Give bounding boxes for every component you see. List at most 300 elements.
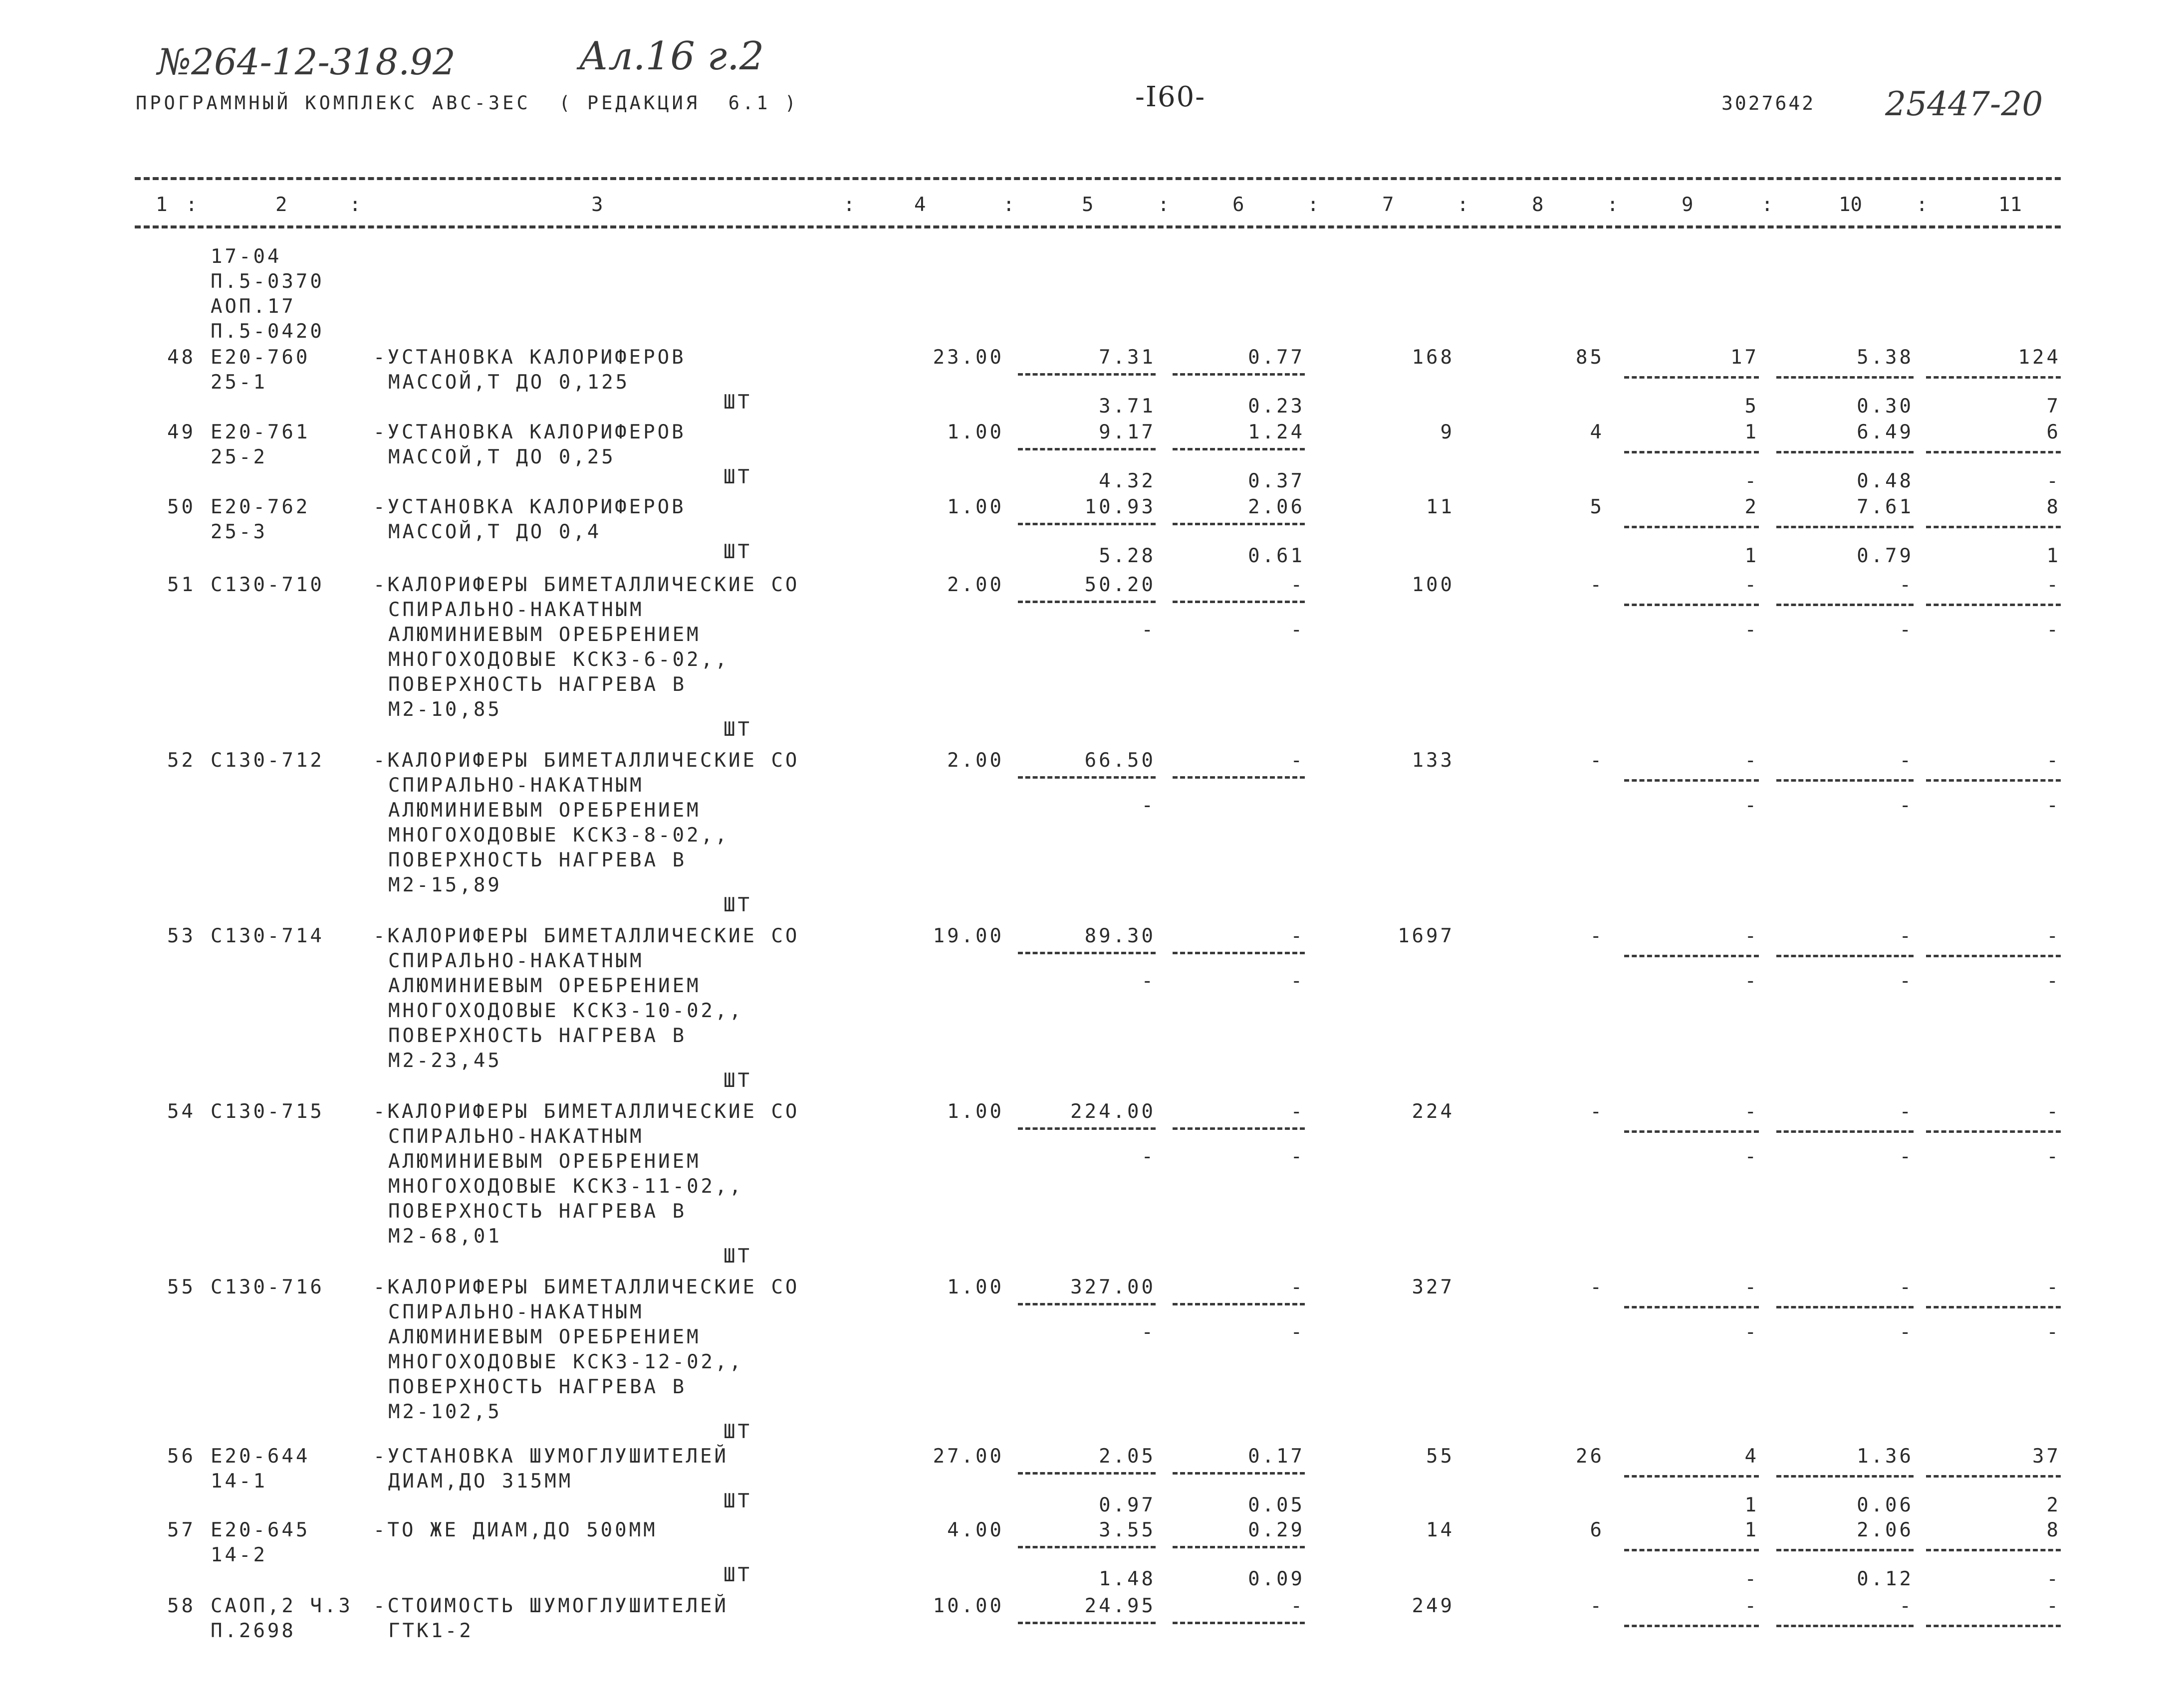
value-c8: 26 — [1576, 1445, 1604, 1468]
value-lower-c10: 0.06 — [1857, 1494, 1914, 1516]
value-lower-c10: 0.79 — [1857, 545, 1914, 567]
value-c4: 19.00 — [933, 925, 1004, 947]
row-unit: ШТ — [724, 1564, 752, 1586]
value-c4: 1.00 — [947, 1100, 1004, 1123]
row-description-line: -КАЛОРИФЕРЫ БИМЕТАЛЛИЧЕСКИЕ СО — [373, 925, 800, 947]
column-separator: : — [1158, 194, 1170, 216]
row-unit: ШТ — [724, 541, 752, 563]
value-c7: 100 — [1412, 574, 1454, 596]
value-c8: 5 — [1590, 496, 1604, 518]
fraction-rule — [1624, 526, 1759, 528]
value-lower-c5: 3.71 — [1099, 395, 1156, 418]
value-c9: - — [1744, 1595, 1759, 1617]
value-c10: 5.38 — [1857, 346, 1914, 369]
value-lower-c9: - — [1744, 970, 1759, 992]
row-unit: ШТ — [724, 1490, 752, 1512]
value-c5: 327.00 — [1070, 1276, 1156, 1298]
column-number: 1 — [156, 194, 168, 216]
fraction-rule — [1173, 448, 1305, 450]
value-lower-c6: 0.37 — [1248, 470, 1305, 492]
fraction-rule — [1018, 1127, 1156, 1130]
row-number: 56 — [167, 1445, 196, 1468]
value-c8: - — [1590, 1595, 1604, 1617]
fraction-rule — [1776, 1130, 1914, 1133]
row-code: Е20-761 — [211, 421, 310, 443]
column-number: 11 — [1998, 194, 2022, 216]
value-lower-c9: - — [1744, 619, 1759, 641]
continuation-line: П.5-0370 — [211, 270, 324, 293]
value-c9: 1 — [1744, 421, 1759, 443]
table-header-rule — [135, 225, 2061, 228]
row-description-line: МНОГОХОДОВЫЕ КСК3-8-02,, — [388, 824, 729, 847]
value-c4: 2.00 — [947, 574, 1004, 596]
row-description-line: МНОГОХОДОВЫЕ КСК3-10-02,, — [388, 1000, 743, 1022]
value-c11: 6 — [2046, 421, 2061, 443]
fraction-rule — [1776, 1549, 1914, 1551]
fraction-rule — [1173, 1472, 1305, 1475]
row-unit: ШТ — [724, 718, 752, 741]
column-separator: : — [1457, 194, 1469, 216]
row-description-line: ПОВЕРХНОСТЬ НАГРЕВА В — [388, 849, 687, 871]
value-lower-c10: - — [1899, 1145, 1914, 1168]
fraction-rule — [1018, 373, 1156, 376]
value-c5: 66.50 — [1084, 749, 1156, 772]
row-description-line: М2-102,5 — [388, 1401, 502, 1423]
fraction-rule — [1926, 376, 2061, 379]
fraction-rule — [1173, 1127, 1305, 1130]
handwritten-registration: №264-12-318.92 — [157, 41, 456, 83]
fraction-rule — [1624, 1549, 1759, 1551]
row-code: 14-2 — [211, 1544, 267, 1566]
row-description-line: ПОВЕРХНОСТЬ НАГРЕВА В — [388, 673, 687, 696]
value-c6: 1.24 — [1248, 421, 1305, 443]
value-lower-c11: - — [2046, 1568, 2061, 1590]
value-lower-c5: 5.28 — [1099, 545, 1156, 567]
fraction-rule — [1173, 601, 1305, 603]
row-number: 49 — [167, 421, 196, 443]
row-description-line: МНОГОХОДОВЫЕ КСК3-6-02,, — [388, 648, 729, 671]
value-lower-c6: - — [1290, 1145, 1305, 1168]
column-separator: : — [1916, 194, 1928, 216]
value-c7: 11 — [1426, 496, 1454, 518]
column-number: 4 — [914, 194, 926, 216]
value-c9: - — [1744, 574, 1759, 596]
row-description-line: -УСТАНОВКА ШУМОГЛУШИТЕЛЕЙ — [373, 1445, 728, 1468]
value-c11: - — [2046, 1595, 2061, 1617]
value-lower-c9: - — [1744, 470, 1759, 492]
value-c5: 224.00 — [1070, 1100, 1156, 1123]
row-description-line: -КАЛОРИФЕРЫ БИМЕТАЛЛИЧЕСКИЕ СО — [373, 1100, 800, 1123]
value-lower-c6: 0.05 — [1248, 1494, 1305, 1516]
row-description-line: АЛЮМИНИЕВЫМ ОРЕБРЕНИЕМ — [388, 1326, 701, 1348]
value-c11: - — [2046, 1100, 2061, 1123]
row-number: 54 — [167, 1100, 196, 1123]
row-number: 51 — [167, 574, 196, 596]
value-lower-c10: - — [1899, 970, 1914, 992]
value-c7: 168 — [1412, 346, 1454, 369]
value-lower-c5: - — [1141, 1145, 1156, 1168]
column-number: 10 — [1839, 194, 1862, 216]
row-unit: ШТ — [724, 1421, 752, 1443]
value-lower-c6: 0.23 — [1248, 395, 1305, 418]
row-code: Е20-644 — [211, 1445, 310, 1468]
row-code: С130-714 — [211, 925, 324, 947]
value-lower-c10: 0.12 — [1857, 1568, 1914, 1590]
column-number: 5 — [1082, 194, 1094, 216]
row-description-line: -УСТАНОВКА КАЛОРИФЕРОВ — [373, 346, 686, 369]
fraction-rule — [1173, 523, 1305, 525]
row-description-line: М2-23,45 — [388, 1050, 502, 1072]
row-description-line: -СТОИМОСТЬ ШУМОГЛУШИТЕЛЕЙ — [373, 1595, 728, 1617]
value-c6: - — [1290, 1595, 1305, 1617]
continuation-line: 17-04 — [211, 245, 282, 268]
value-c8: 85 — [1576, 346, 1604, 369]
row-description-line: МНОГОХОДОВЫЕ КСК3-11-02,, — [388, 1175, 743, 1198]
value-c9: - — [1744, 925, 1759, 947]
fraction-rule — [1173, 1622, 1305, 1624]
value-c5: 7.31 — [1099, 346, 1156, 369]
value-lower-c5: - — [1141, 970, 1156, 992]
value-lower-c10: 0.30 — [1857, 395, 1914, 418]
row-code: С130-715 — [211, 1100, 324, 1123]
table-top-rule — [135, 177, 2061, 180]
value-c4: 1.00 — [947, 1276, 1004, 1298]
row-description-line: СПИРАЛЬНО-НАКАТНЫМ — [388, 1301, 644, 1323]
value-lower-c11: - — [2046, 970, 2061, 992]
row-number: 48 — [167, 346, 196, 369]
value-lower-c5: 4.32 — [1099, 470, 1156, 492]
value-c7: 224 — [1412, 1100, 1454, 1123]
fraction-rule — [1018, 1472, 1156, 1475]
value-lower-c11: 1 — [2046, 545, 2061, 567]
value-c11: - — [2046, 1276, 2061, 1298]
value-c7: 249 — [1412, 1595, 1454, 1617]
value-c10: - — [1899, 749, 1914, 772]
fraction-rule — [1624, 779, 1759, 782]
value-c5: 10.93 — [1084, 496, 1156, 518]
handwritten-album: Ал.16 г.2 — [579, 34, 764, 79]
row-description-line: МНОГОХОДОВЫЕ КСК3-12-02,, — [388, 1351, 743, 1373]
row-description-line: ДИАМ,ДО 315ММ — [388, 1470, 573, 1493]
value-c6: - — [1290, 749, 1305, 772]
row-description-line: ПОВЕРХНОСТЬ НАГРЕВА В — [388, 1376, 687, 1398]
value-lower-c11: 2 — [2046, 1494, 2061, 1516]
fraction-rule — [1018, 523, 1156, 525]
row-code: 14-1 — [211, 1470, 267, 1493]
value-lower-c6: 0.61 — [1248, 545, 1305, 567]
value-c10: - — [1899, 925, 1914, 947]
fraction-rule — [1624, 451, 1759, 453]
column-number: 8 — [1532, 194, 1544, 216]
value-c7: 55 — [1426, 1445, 1454, 1468]
value-lower-c10: 0.48 — [1857, 470, 1914, 492]
value-c6: 0.17 — [1248, 1445, 1305, 1468]
value-lower-c11: - — [2046, 1145, 2061, 1168]
row-unit: ШТ — [724, 894, 752, 916]
fraction-rule — [1173, 1546, 1305, 1548]
fraction-rule — [1926, 526, 2061, 528]
row-number: 53 — [167, 925, 196, 947]
fraction-rule — [1018, 952, 1156, 954]
row-description-line: СПИРАЛЬНО-НАКАТНЫМ — [388, 1125, 644, 1148]
fraction-rule — [1926, 1549, 2061, 1551]
value-c11: 8 — [2046, 496, 2061, 518]
value-lower-c11: - — [2046, 470, 2061, 492]
doc-code: 3027642 — [1721, 92, 1816, 114]
value-lower-c9: 1 — [1744, 1494, 1759, 1516]
value-c10: 7.61 — [1857, 496, 1914, 518]
fraction-rule — [1926, 1475, 2061, 1478]
row-description-line: -УСТАНОВКА КАЛОРИФЕРОВ — [373, 421, 686, 443]
continuation-line: П.5-0420 — [211, 320, 324, 343]
value-c10: 1.36 — [1857, 1445, 1914, 1468]
fraction-rule — [1776, 604, 1914, 606]
value-c7: 327 — [1412, 1276, 1454, 1298]
value-c10: - — [1899, 574, 1914, 596]
value-c9: - — [1744, 1100, 1759, 1123]
fraction-rule — [1624, 955, 1759, 957]
value-c7: 9 — [1440, 421, 1454, 443]
value-lower-c5: 0.97 — [1099, 1494, 1156, 1516]
value-lower-c11: - — [2046, 794, 2061, 817]
column-number: 2 — [275, 194, 287, 216]
value-c8: 6 — [1590, 1519, 1604, 1541]
fraction-rule — [1776, 1625, 1914, 1627]
row-number: 55 — [167, 1276, 196, 1298]
fraction-rule — [1173, 373, 1305, 376]
row-code: П.2698 — [211, 1620, 296, 1642]
row-description-line: М2-68,01 — [388, 1225, 502, 1248]
row-description-line: -КАЛОРИФЕРЫ БИМЕТАЛЛИЧЕСКИЕ СО — [373, 749, 800, 772]
value-c9: 17 — [1730, 346, 1759, 369]
value-c4: 1.00 — [947, 496, 1004, 518]
value-c6: 2.06 — [1248, 496, 1305, 518]
fraction-rule — [1624, 1130, 1759, 1133]
column-number: 7 — [1382, 194, 1394, 216]
handwritten-right-code: 25447-20 — [1885, 85, 2043, 123]
column-separator: : — [843, 194, 855, 216]
value-c11: 37 — [2032, 1445, 2061, 1468]
value-c4: 23.00 — [933, 346, 1004, 369]
fraction-rule — [1776, 955, 1914, 957]
row-number: 50 — [167, 496, 196, 518]
column-separator: : — [1003, 194, 1015, 216]
fraction-rule — [1624, 1306, 1759, 1308]
row-description-line: -УСТАНОВКА КАЛОРИФЕРОВ — [373, 496, 686, 518]
page-number: -I60- — [1135, 81, 1206, 113]
fraction-rule — [1018, 1622, 1156, 1624]
row-description-line: ПОВЕРХНОСТЬ НАГРЕВА В — [388, 1200, 687, 1223]
row-description-line: -ТО ЖЕ ДИАМ,ДО 500ММ — [373, 1519, 658, 1541]
row-description-line: МАССОЙ,Т ДО 0,125 — [388, 371, 630, 394]
value-lower-c10: - — [1899, 794, 1914, 817]
row-description-line: АЛЮМИНИЕВЫМ ОРЕБРЕНИЕМ — [388, 1150, 701, 1173]
value-c7: 1697 — [1398, 925, 1454, 947]
fraction-rule — [1624, 376, 1759, 379]
value-c5: 3.55 — [1099, 1519, 1156, 1541]
value-c4: 27.00 — [933, 1445, 1004, 1468]
value-c5: 9.17 — [1099, 421, 1156, 443]
fraction-rule — [1926, 451, 2061, 453]
fraction-rule — [1018, 448, 1156, 450]
value-c6: - — [1290, 1100, 1305, 1123]
value-lower-c9: 1 — [1744, 545, 1759, 567]
value-lower-c6: - — [1290, 1321, 1305, 1343]
value-c5: 24.95 — [1084, 1595, 1156, 1617]
value-c9: - — [1744, 749, 1759, 772]
row-number: 52 — [167, 749, 196, 772]
row-code: 25-3 — [211, 521, 267, 543]
row-description-line: МАССОЙ,Т ДО 0,25 — [388, 446, 616, 468]
row-description-line: АЛЮМИНИЕВЫМ ОРЕБРЕНИЕМ — [388, 799, 701, 822]
fraction-rule — [1173, 1303, 1305, 1305]
row-description-line: М2-10,85 — [388, 698, 502, 721]
fraction-rule — [1018, 776, 1156, 779]
value-c11: - — [2046, 925, 2061, 947]
value-lower-c6: 0.09 — [1248, 1568, 1305, 1590]
value-lower-c5: - — [1141, 619, 1156, 641]
column-number: 9 — [1682, 194, 1694, 216]
row-description-line: СПИРАЛЬНО-НАКАТНЫМ — [388, 599, 644, 621]
row-unit: ШТ — [724, 1245, 752, 1268]
column-separator: : — [1761, 194, 1773, 216]
value-c10: - — [1899, 1595, 1914, 1617]
row-unit: ШТ — [724, 391, 752, 414]
program-header: ПРОГРАММНЫЙ КОМПЛЕКС АВС-3ЕС ( РЕДАКЦИЯ 6.1 ) — [136, 92, 799, 114]
value-lower-c5: 1.48 — [1099, 1568, 1156, 1590]
row-description-line: -КАЛОРИФЕРЫ БИМЕТАЛЛИЧЕСКИЕ СО — [373, 574, 800, 596]
value-c5: 50.20 — [1084, 574, 1156, 596]
value-c6: - — [1290, 925, 1305, 947]
value-lower-c6: - — [1290, 619, 1305, 641]
row-unit: ШТ — [724, 466, 752, 488]
fraction-rule — [1624, 604, 1759, 606]
value-c6: 0.29 — [1248, 1519, 1305, 1541]
fraction-rule — [1173, 776, 1305, 779]
value-c5: 2.05 — [1099, 1445, 1156, 1468]
row-description-line: СПИРАЛЬНО-НАКАТНЫМ — [388, 950, 644, 972]
value-lower-c9: 5 — [1744, 395, 1759, 418]
value-lower-c10: - — [1899, 619, 1914, 641]
value-c10: 2.06 — [1857, 1519, 1914, 1541]
value-lower-c6: - — [1290, 970, 1305, 992]
value-c9: 2 — [1744, 496, 1759, 518]
value-c7: 14 — [1426, 1519, 1454, 1541]
row-description-line: СПИРАЛЬНО-НАКАТНЫМ — [388, 774, 644, 797]
fraction-rule — [1776, 451, 1914, 453]
value-c4: 1.00 — [947, 421, 1004, 443]
value-c6: - — [1290, 574, 1305, 596]
fraction-rule — [1018, 1546, 1156, 1548]
value-c4: 2.00 — [947, 749, 1004, 772]
value-c8: - — [1590, 749, 1604, 772]
fraction-rule — [1776, 526, 1914, 528]
fraction-rule — [1926, 1130, 2061, 1133]
row-description-line: М2-15,89 — [388, 874, 502, 896]
value-c10: 6.49 — [1857, 421, 1914, 443]
row-code: Е20-645 — [211, 1519, 310, 1541]
value-c10: - — [1899, 1100, 1914, 1123]
column-separator: : — [1307, 194, 1319, 216]
value-c11: - — [2046, 749, 2061, 772]
column-separator: : — [186, 194, 198, 216]
row-description-line: ГТК1-2 — [388, 1620, 474, 1642]
row-unit: ШТ — [724, 1069, 752, 1092]
value-lower-c9: - — [1744, 1568, 1759, 1590]
fraction-rule — [1776, 376, 1914, 379]
value-c5: 89.30 — [1084, 925, 1156, 947]
row-code: 25-2 — [211, 446, 267, 468]
continuation-line: АОП.17 — [211, 295, 296, 318]
value-lower-c9: - — [1744, 794, 1759, 817]
value-lower-c11: - — [2046, 619, 2061, 641]
row-description-line: АЛЮМИНИЕВЫМ ОРЕБРЕНИЕМ — [388, 975, 701, 997]
value-c8: - — [1590, 925, 1604, 947]
fraction-rule — [1926, 1625, 2061, 1627]
row-number: 58 — [167, 1595, 196, 1617]
fraction-rule — [1926, 1306, 2061, 1308]
value-c4: 10.00 — [933, 1595, 1004, 1617]
value-lower-c10: - — [1899, 1321, 1914, 1343]
value-lower-c11: - — [2046, 1321, 2061, 1343]
column-separator: : — [349, 194, 361, 216]
fraction-rule — [1926, 779, 2061, 782]
value-c11: 124 — [2018, 346, 2061, 369]
value-c6: 0.77 — [1248, 346, 1305, 369]
fraction-rule — [1776, 779, 1914, 782]
value-lower-c11: 7 — [2046, 395, 2061, 418]
value-c7: 133 — [1412, 749, 1454, 772]
fraction-rule — [1776, 1306, 1914, 1308]
value-c8: - — [1590, 574, 1604, 596]
fraction-rule — [1926, 604, 2061, 606]
row-description-line: МАССОЙ,Т ДО 0,4 — [388, 521, 602, 543]
value-c6: - — [1290, 1276, 1305, 1298]
fraction-rule — [1624, 1625, 1759, 1627]
fraction-rule — [1776, 1475, 1914, 1478]
column-number: 3 — [591, 194, 603, 216]
value-c10: - — [1899, 1276, 1914, 1298]
value-lower-c9: - — [1744, 1321, 1759, 1343]
column-number: 6 — [1232, 194, 1244, 216]
row-code: С130-710 — [211, 574, 324, 596]
value-c9: - — [1744, 1276, 1759, 1298]
fraction-rule — [1018, 1303, 1156, 1305]
fraction-rule — [1018, 601, 1156, 603]
value-c9: 1 — [1744, 1519, 1759, 1541]
fraction-rule — [1624, 1475, 1759, 1478]
row-code: 25-1 — [211, 371, 267, 394]
row-code: САОП,2 Ч.3 — [211, 1595, 353, 1617]
row-code: Е20-762 — [211, 496, 310, 518]
row-description-line: АЛЮМИНИЕВЫМ ОРЕБРЕНИЕМ — [388, 624, 701, 646]
value-c8: 4 — [1590, 421, 1604, 443]
value-c4: 4.00 — [947, 1519, 1004, 1541]
value-c11: 8 — [2046, 1519, 2061, 1541]
row-number: 57 — [167, 1519, 196, 1541]
row-code: Е20-760 — [211, 346, 310, 369]
row-code: С130-716 — [211, 1276, 324, 1298]
value-c8: - — [1590, 1276, 1604, 1298]
value-c8: - — [1590, 1100, 1604, 1123]
value-c11: - — [2046, 574, 2061, 596]
column-separator: : — [1607, 194, 1619, 216]
row-description-line: -КАЛОРИФЕРЫ БИМЕТАЛЛИЧЕСКИЕ СО — [373, 1276, 800, 1298]
value-lower-c9: - — [1744, 1145, 1759, 1168]
fraction-rule — [1926, 955, 2061, 957]
value-c9: 4 — [1744, 1445, 1759, 1468]
row-description-line: ПОВЕРХНОСТЬ НАГРЕВА В — [388, 1025, 687, 1047]
